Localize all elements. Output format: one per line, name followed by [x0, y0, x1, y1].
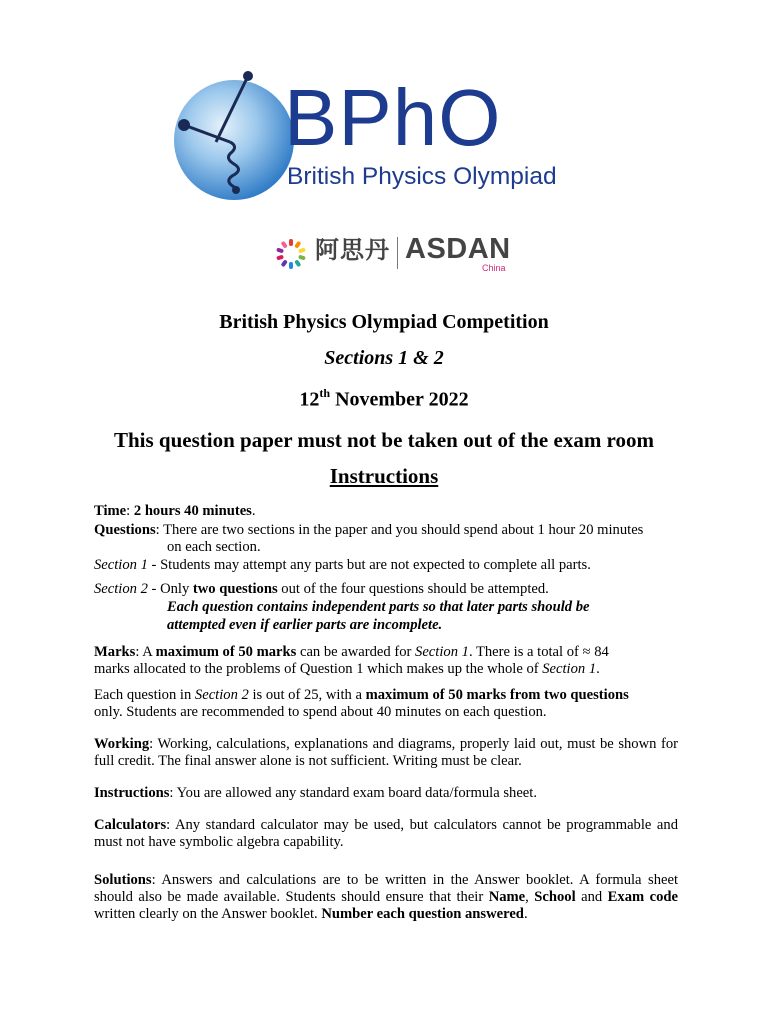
working-paragraph: Working: Working, calculations, explanations and diagrams, properly laid out, must be shown for full credit. The final answer alone is not sufficient. Writing must be clear. — [94, 736, 678, 769]
asdan-name: ASDAN — [405, 233, 511, 265]
solutions-paragraph: Solutions: Answers and calculations are to be written in the Answer booklet. A formula sheet should also be made available. Students should ensure that their Name, School and Exam code written clearly on the Answer booklet. Number each question answered. — [94, 872, 678, 922]
section1-line: Section 1 - Students may attempt any parts but are not expected to complete all parts. — [94, 557, 591, 573]
questions-line: Questions: There are two sections in the paper and you should spend about 1 hour 20 minutes — [94, 522, 644, 538]
color-burst-logo-icon — [273, 236, 309, 272]
sections-title: Sections 1 & 2 — [324, 347, 444, 369]
bpho-logo — [164, 70, 624, 200]
bpho-wordmark: BPhO — [284, 73, 502, 162]
asdan-region: China — [482, 263, 506, 273]
calculators-paragraph: Calculators: Any standard calculator may be used, but calculators cannot be programmable and must not have symbolic algebra capability. — [94, 817, 678, 850]
instructions-heading: Instructions — [329, 464, 439, 488]
exam-date: 12th November 2022 — [299, 386, 469, 411]
competition-title: British Physics Olympiad Competition — [219, 311, 549, 333]
globe-logo-icon — [164, 70, 294, 200]
section2-note-1: Each question contains independent parts so that later parts should be — [167, 599, 590, 615]
logo-divider — [397, 237, 398, 269]
each-question-paragraph: Each question in Section 2 is out of 25, with a maximum of 50 marks from two questions only. Students are recommended to spend about 40 minutes on each question. — [94, 687, 629, 720]
exam-room-warning: This question paper must not be taken out of the exam room — [113, 428, 654, 452]
marks-paragraph: Marks: A maximum of 50 marks can be awarded for Section 1. There is a total of ≈ 84 marks allocated to the problems of Question 1 which makes up the whole of Section 1. — [94, 644, 609, 677]
bpho-subtitle: British Physics Olympiad — [287, 163, 557, 190]
time-line: Time: 2 hours 40 minutes. — [94, 503, 256, 519]
instructions-paragraph: Instructions: You are allowed any standard exam board data/formula sheet. — [94, 785, 537, 801]
asdan-chinese-name: 阿思丹 — [315, 236, 390, 264]
asdan-logo — [273, 234, 513, 274]
section2-note-2: attempted even if earlier parts are incomplete. — [167, 617, 443, 633]
questions-line-2: on each section. — [167, 539, 261, 555]
section2-line: Section 2 - Only two questions out of the four questions should be attempted. — [94, 581, 549, 597]
